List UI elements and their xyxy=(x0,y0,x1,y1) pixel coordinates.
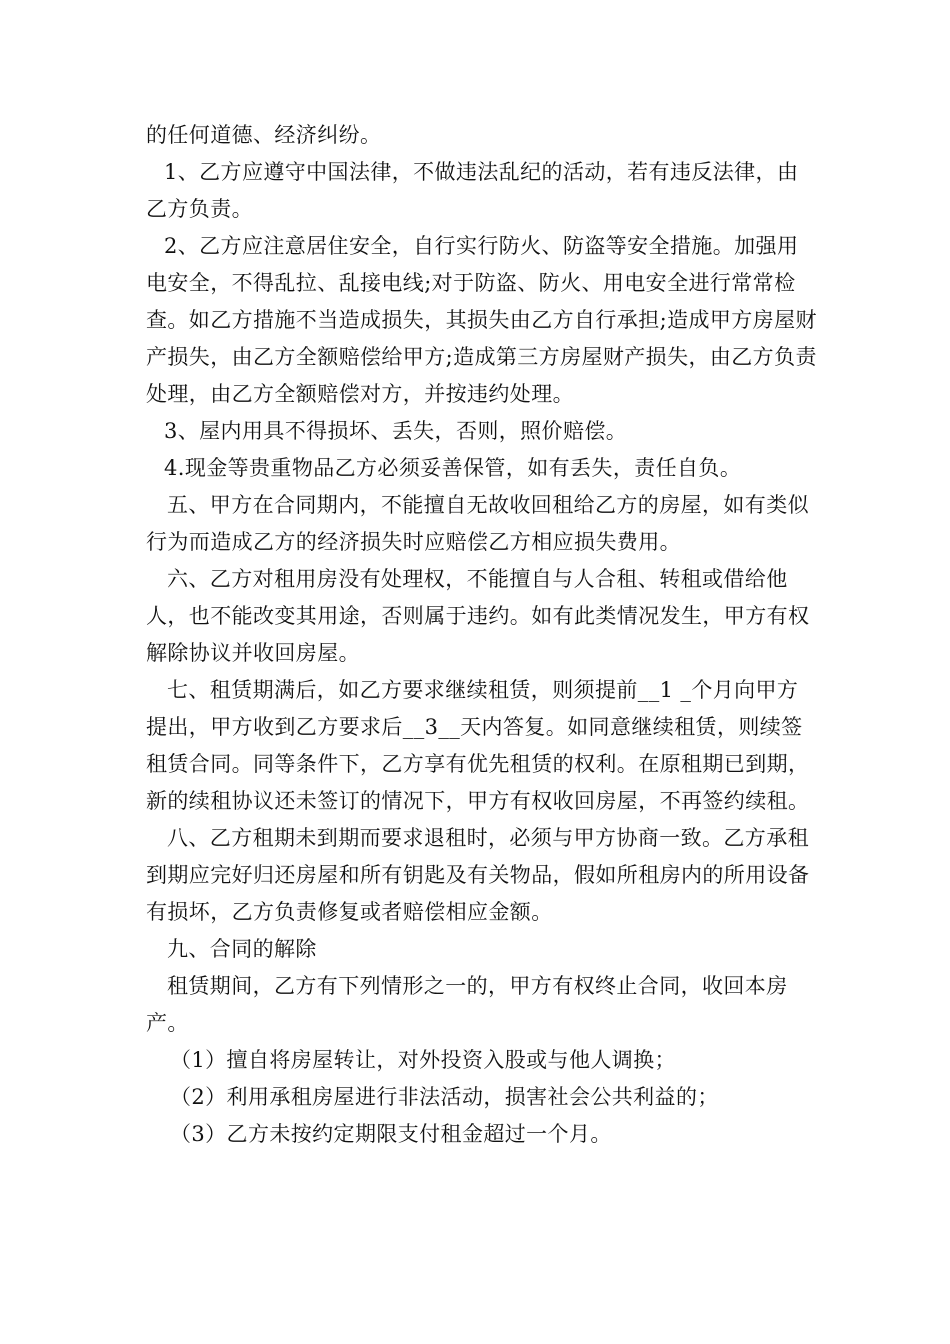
paragraph-continuation: 的任何道德、经济纠纷。 xyxy=(146,123,382,147)
section-8: 八、乙方租期未到期而要求退租时，必须与甲方协商一致。乙方承租到期应完好归还房屋和所有钥匙及有关物品，假如所租房内的所用设备有损坏，乙方负责修复或者赔偿相应金额。 xyxy=(146,826,810,924)
termination-item-3: （3）乙方未按约定期限支付租金超过一个月。 xyxy=(170,1122,612,1146)
section-5: 五、甲方在合同期内，不能擅自无故收回租给乙方的房屋，如有类似行为而造成乙方的经济损失时应赔偿乙方相应损失费用。 xyxy=(146,493,809,554)
termination-item-1: （1）擅自将房屋转让，对外投资入股或与他人调换； xyxy=(170,1048,676,1072)
clause-4: 4.现金等贵重物品乙方必须妥善保管，如有丢失，责任自负。 xyxy=(164,456,742,480)
clause-2: 2、乙方应注意居住安全，自行实行防火、防盗等安全措施。加强用电安全，不得乱拉、乱接电线;对于防盗、防火、用电安全进行常常检查。如乙方措施不当造成损失，其损失由乙方自行承担;造成甲方房屋财产损失，由乙方全额赔偿给甲方;造成第三方房屋财产损失，由乙方负责处理，由乙方全额赔偿对方，并按违约处理。 xyxy=(146,234,817,406)
section-7: 七、租赁期满后，如乙方要求继续租赁，则须提前__1 _个月向甲方提出，甲方收到乙方要求后__3__天内答复。如同意继续租赁，则续签租赁合同。同等条件下，乙方享有优先租赁的权利。在原租期已到期，新的续租协议还未签订的情况下，甲方有权收回房屋，不再签约续租。 xyxy=(146,678,810,813)
section-6: 六、乙方对租用房没有处理权，不能擅自与人合租、转租或借给他人，也不能改变其用途，否则属于违约。如有此类情况发生，甲方有权解除协议并收回房屋。 xyxy=(146,567,810,665)
termination-item-2: （2）利用承租房屋进行非法活动，损害社会公共利益的； xyxy=(170,1085,719,1109)
clause-1: 1、乙方应遵守中国法律，不做违法乱纪的活动，若有违反法律，由乙方负责。 xyxy=(146,160,799,221)
termination-intro: 租赁期间，乙方有下列情形之一的，甲方有权终止合同，收回本房产。 xyxy=(146,974,788,1035)
section-9-heading: 九、合同的解除 xyxy=(167,937,317,961)
clause-3: 3、屋内用具不得损坏、丢失，否则，照价赔偿。 xyxy=(164,419,628,443)
document-body xyxy=(146,117,818,1153)
